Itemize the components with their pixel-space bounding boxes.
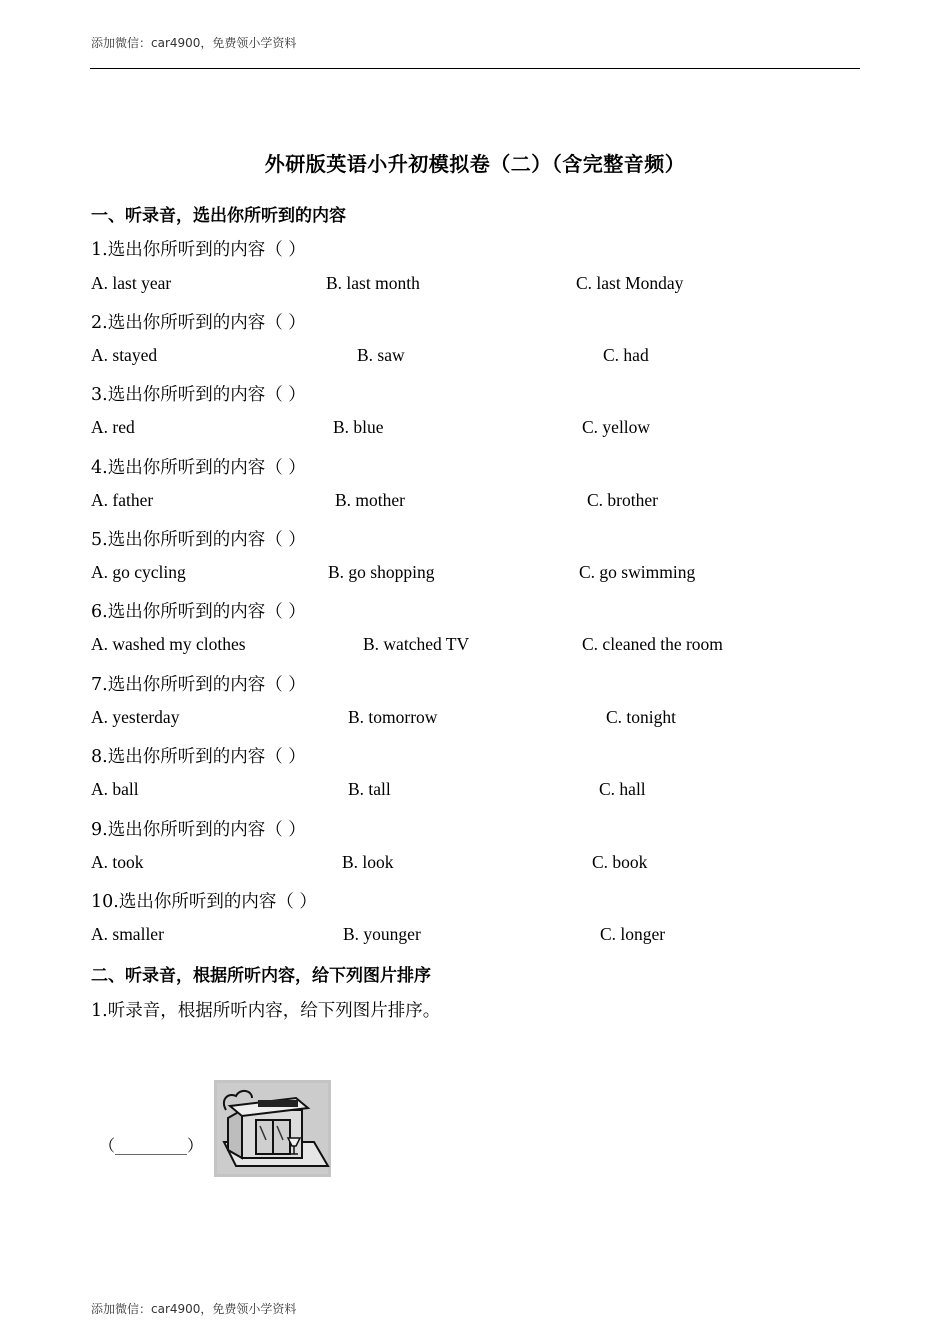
question-3-option-c: C. yellow [582, 417, 651, 437]
page-title: 外研版英语小升初模拟卷（二）（含完整音频） [264, 152, 686, 176]
question-1-prompt: 1.选出你所听到的内容（ ） [91, 240, 306, 260]
question-5-prompt: 5.选出你所听到的内容（ ） [91, 530, 306, 550]
question-6-option-b: B. watched TV [363, 634, 470, 654]
store-picture [214, 1080, 331, 1177]
footer-note: 添加微信：car4900，免费领小学资料 [91, 1302, 297, 1316]
question-3-option-a: A. red [91, 417, 135, 437]
question-9-option-b: B. look [342, 852, 394, 872]
question-3-option-b: B. blue [333, 417, 384, 437]
question-7-option-b: B. tomorrow [348, 707, 438, 727]
question-5-option-c: C. go swimming [579, 562, 696, 582]
section-1-heading: 一、听录音，选出你所听到的内容 [91, 206, 346, 226]
question-10-option-b: B. younger [343, 924, 421, 944]
question-6-prompt: 6.选出你所听到的内容（ ） [91, 602, 306, 622]
question-9-option-a: A. took [91, 852, 144, 872]
question-7-prompt: 7.选出你所听到的内容（ ） [91, 675, 306, 695]
question-8-option-a: A. ball [91, 779, 139, 799]
section-2-heading: 二、听录音，根据所听内容，给下列图片排序 [91, 966, 431, 986]
question-2-prompt: 2.选出你所听到的内容（ ） [91, 313, 306, 333]
question-4-option-a: A. father [91, 490, 154, 510]
question-10-option-a: A. smaller [91, 924, 164, 944]
question-8-prompt: 8.选出你所听到的内容（ ） [91, 747, 306, 767]
question-1-option-a: A. last year [91, 273, 172, 293]
question-7-option-a: A. yesterday [91, 707, 180, 727]
question-6-option-c: C. cleaned the room [582, 634, 723, 654]
question-4-option-c: C. brother [587, 490, 658, 510]
answer-blank: （_________） [99, 1136, 204, 1155]
store-drawing-icon [214, 1080, 331, 1177]
question-7-option-c: C. tonight [606, 707, 677, 727]
question-9-prompt: 9.选出你所听到的内容（ ） [91, 820, 306, 840]
question-2-option-c: C. had [603, 345, 649, 365]
question-4-prompt: 4.选出你所听到的内容（ ） [91, 458, 306, 478]
question-1-option-b: B. last month [326, 273, 420, 293]
question-5-option-b: B. go shopping [328, 562, 435, 582]
question-10-prompt: 10.选出你所听到的内容（ ） [91, 892, 317, 912]
question-4-option-b: B. mother [335, 490, 405, 510]
question-1-option-c: C. last Monday [576, 273, 684, 293]
question-2-option-b: B. saw [357, 345, 405, 365]
question-8-option-c: C. hall [599, 779, 646, 799]
section-2-instruction: 1.听录音，根据所听内容，给下列图片排序。 [91, 1001, 441, 1021]
question-2-option-a: A. stayed [91, 345, 158, 365]
question-9-option-c: C. book [592, 852, 648, 872]
question-3-prompt: 3.选出你所听到的内容（ ） [91, 385, 306, 405]
header-note: 添加微信：car4900，免费领小学资料 [91, 36, 297, 50]
question-6-option-a: A. washed my clothes [91, 634, 246, 654]
question-5-option-a: A. go cycling [91, 562, 186, 582]
question-10-option-c: C. longer [600, 924, 666, 944]
question-8-option-b: B. tall [348, 779, 391, 799]
header-rule [90, 68, 860, 69]
